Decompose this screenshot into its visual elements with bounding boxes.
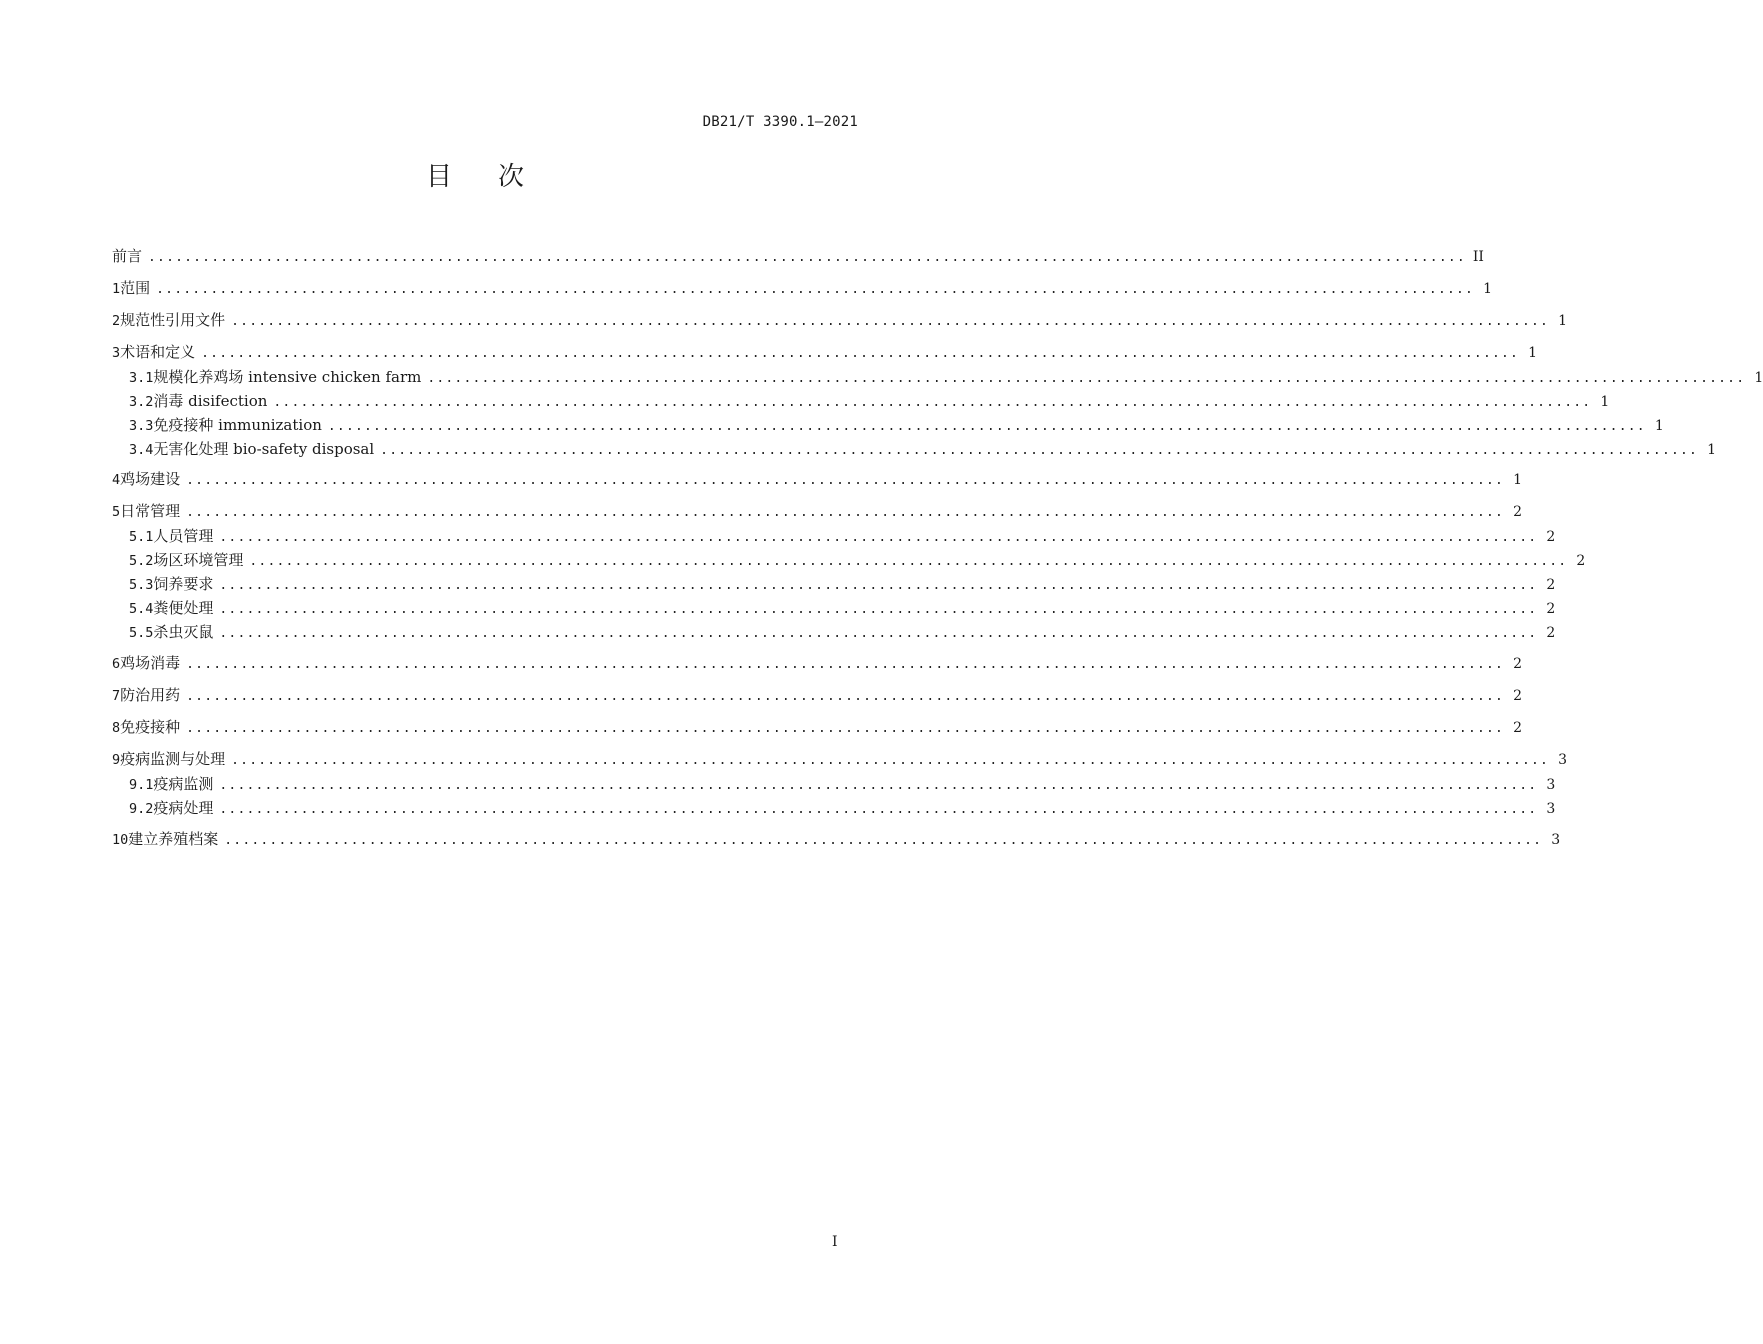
toc-leader: ..................................................................................................................................................: [219, 602, 1538, 617]
toc-entry-label: 无害化处理 bio-safety disposal: [153, 440, 375, 458]
toc-entry-label: 前言: [112, 247, 143, 265]
toc-entry-5[interactable]: [112, 500, 1523, 522]
toc-entry-page: 3: [1551, 832, 1561, 848]
toc-leader: ..................................................................................................................................................: [148, 250, 1466, 265]
toc-entry-3-1[interactable]: [129, 366, 1763, 388]
toc-leader: ..................................................................................................................................................: [427, 371, 1746, 386]
toc-leader: ..................................................................................................................................................: [219, 578, 1538, 593]
toc-leader: ..................................................................................................................................................: [249, 554, 1568, 569]
toc-leader: ..................................................................................................................................................: [201, 346, 1520, 361]
toc-entry-1[interactable]: [112, 277, 1493, 299]
toc-leader: ..................................................................................................................................................: [186, 473, 1505, 488]
toc-entry-number: 10: [112, 832, 129, 848]
toc-entry-number: 1: [112, 281, 121, 297]
toc-leader: ..................................................................................................................................................: [186, 689, 1505, 704]
toc-entry-foreword[interactable]: [112, 245, 1484, 267]
toc-entry-5-2[interactable]: [129, 549, 1586, 571]
toc-entry-page: 3: [1546, 801, 1556, 817]
toc-entry-9-1[interactable]: [129, 773, 1556, 795]
toc-entry-page: 2: [1513, 656, 1523, 672]
toc-entry-label: 规模化养鸡场 intensive chicken farm: [153, 368, 422, 386]
toc-leader: ..................................................................................................................................................: [186, 657, 1505, 672]
toc-entry-number: 5: [112, 504, 121, 520]
toc-entry-label: 杀虫灭鼠: [153, 623, 214, 641]
toc-entry-5-4[interactable]: [129, 597, 1556, 619]
toc-entry-page: 2: [1513, 504, 1523, 520]
toc-entry-number: 5.5: [129, 625, 154, 641]
toc-leader: ..................................................................................................................................................: [273, 395, 1592, 410]
toc-entry-label: 鸡场消毒: [120, 654, 181, 672]
toc-leader: ..................................................................................................................................................: [380, 443, 1699, 458]
toc-entry-label: 疫病监测与处理: [120, 750, 226, 768]
toc-entry-page: 2: [1576, 553, 1586, 569]
toc-entry-number: 7: [112, 688, 121, 704]
page-title: 目次: [425, 162, 570, 192]
toc-entry-label: 规范性引用文件: [120, 311, 226, 329]
toc-entry-page: 2: [1546, 577, 1556, 593]
toc-entry-5-3[interactable]: [129, 573, 1556, 595]
toc-leader: ..................................................................................................................................................: [156, 282, 1475, 297]
toc-entry-3[interactable]: [112, 341, 1538, 363]
toc-entry-label: 粪便处理: [153, 599, 214, 617]
toc-leader: ..................................................................................................................................................: [219, 530, 1538, 545]
toc-entry-number: 3.3: [129, 418, 154, 434]
toc-leader: ..................................................................................................................................................: [219, 626, 1538, 641]
toc-entry-page: 1: [1513, 472, 1523, 488]
toc-entry-number: 5.3: [129, 577, 154, 593]
toc-entry-page: 2: [1546, 529, 1556, 545]
toc-entry-number: 5.4: [129, 601, 154, 617]
toc-entry-label: 疫病处理: [153, 799, 214, 817]
toc-entry-page: 1: [1707, 442, 1717, 458]
toc-leader: ..................................................................................................................................................: [231, 314, 1550, 329]
toc-entry-page: 2: [1546, 625, 1556, 641]
toc-entry-label: 建立养殖档案: [128, 830, 219, 848]
toc-entry-9-2[interactable]: [129, 797, 1556, 819]
toc-entry-number: 8: [112, 720, 121, 736]
toc-leader: ..................................................................................................................................................: [231, 753, 1550, 768]
toc-leader: ..................................................................................................................................................: [186, 505, 1505, 520]
toc-leader: ..................................................................................................................................................: [219, 778, 1538, 793]
toc-entry-7[interactable]: [112, 684, 1523, 706]
toc-entry-8[interactable]: [112, 716, 1523, 738]
toc-entry-number: 9.1: [129, 777, 154, 793]
toc-entry-label: 消毒 disifection: [153, 392, 268, 410]
toc-leader: ..................................................................................................................................................: [224, 833, 1543, 848]
toc-entry-page: II: [1472, 249, 1484, 265]
toc-entry-page: 3: [1546, 777, 1556, 793]
toc-entry-3-3[interactable]: [129, 414, 1664, 436]
toc-entry-label: 免疫接种: [120, 718, 181, 736]
toc-entry-page: 1: [1528, 345, 1538, 361]
toc-entry-page: 2: [1513, 688, 1523, 704]
footer-page-number: I: [832, 1234, 838, 1250]
toc-entry-label: 场区环境管理: [153, 551, 244, 569]
toc-entry-3-2[interactable]: [129, 390, 1610, 412]
toc-entry-4[interactable]: [112, 468, 1523, 490]
toc-entry-9[interactable]: [112, 748, 1568, 770]
toc-entry-label: 防治用药: [120, 686, 181, 704]
toc-leader: ..................................................................................................................................................: [219, 802, 1538, 817]
toc-entry-label: 疫病监测: [153, 775, 214, 793]
toc-entry-number: 3: [112, 345, 121, 361]
toc-entry-page: 1: [1558, 313, 1568, 329]
toc-leader: ..................................................................................................................................................: [327, 419, 1646, 434]
toc-entry-label: 术语和定义: [120, 343, 196, 361]
toc-entry-page: 2: [1513, 720, 1523, 736]
toc-entry-5-5[interactable]: [129, 621, 1556, 643]
toc-entry-6[interactable]: [112, 652, 1523, 674]
toc-entry-page: 1: [1754, 370, 1763, 386]
toc-entry-label: 范围: [120, 279, 151, 297]
toc-entry-number: 5.1: [129, 529, 154, 545]
toc-entry-label: 鸡场建设: [120, 470, 181, 488]
toc-entry-label: 人员管理: [153, 527, 214, 545]
toc-entry-5-1[interactable]: [129, 525, 1556, 547]
toc-entry-number: 4: [112, 472, 121, 488]
toc-entry-page: 3: [1558, 752, 1568, 768]
toc-entry-label: 日常管理: [120, 502, 181, 520]
toc-entry-number: 9: [112, 752, 121, 768]
toc-entry-number: 3.1: [129, 370, 154, 386]
toc-entry-page: 2: [1546, 601, 1556, 617]
toc-entry-label: 免疫接种 immunization: [153, 416, 322, 434]
toc-entry-page: 1: [1483, 281, 1493, 297]
toc-entry-number: 3.4: [129, 442, 154, 458]
toc-entry-number: 5.2: [129, 553, 154, 569]
toc-entry-10[interactable]: [112, 828, 1561, 850]
toc-entry-number: 3.2: [129, 394, 154, 410]
toc-entry-number: 2: [112, 313, 121, 329]
toc-entry-number: 6: [112, 656, 121, 672]
toc-entry-label: 饲养要求: [153, 575, 214, 593]
toc-entry-2[interactable]: [112, 309, 1568, 331]
toc-entry-page: 1: [1600, 394, 1610, 410]
toc-entry-number: 9.2: [129, 801, 154, 817]
toc-leader: ..................................................................................................................................................: [186, 721, 1505, 736]
standard-number: DB21/T 3390.1—2021: [702, 114, 858, 130]
toc-entry-page: 1: [1654, 418, 1664, 434]
toc-entry-3-4[interactable]: [129, 438, 1717, 460]
